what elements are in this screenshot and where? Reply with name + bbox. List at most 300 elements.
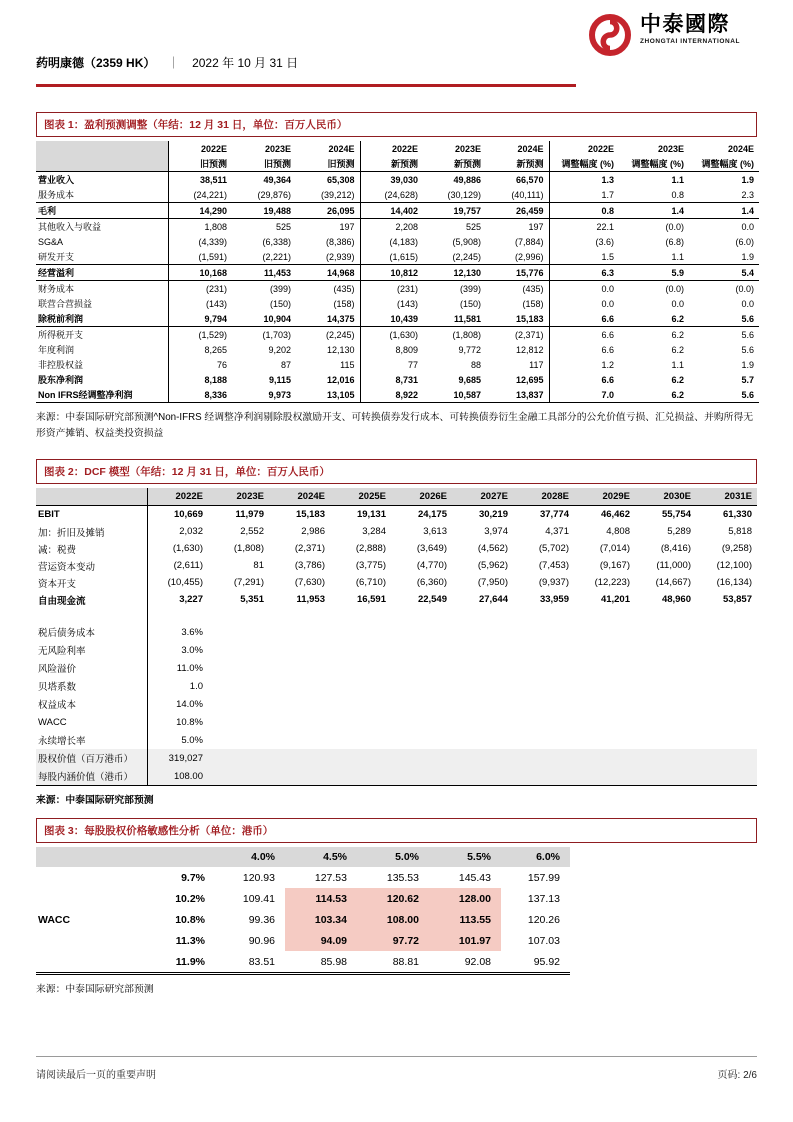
- col-subheader: 调整幅度 (%): [619, 156, 689, 172]
- cell-value: 5,351: [240, 594, 264, 605]
- cell-value: 0.0: [601, 298, 614, 309]
- cell-value: (143): [205, 298, 227, 309]
- cell-value: (14,667): [655, 577, 691, 588]
- cell-value: 1.9: [741, 359, 754, 370]
- cell-value: (7,630): [294, 577, 325, 588]
- cell-value: (158): [486, 296, 549, 311]
- figure2-block: [36, 459, 757, 809]
- col-year: 2024E: [727, 143, 754, 154]
- cell-value: 8,188: [204, 374, 227, 385]
- cell-value: 46,462: [600, 509, 630, 520]
- row-label: 自由现金流: [36, 591, 147, 608]
- figure2-source: 来源：中泰国际研究部预测: [36, 795, 154, 806]
- cell-value: 12,130: [423, 265, 486, 281]
- table-row: [36, 296, 759, 311]
- cell-value: 2,552: [240, 526, 264, 537]
- cell-value: 3,613: [423, 526, 447, 537]
- cell-value: (3,775): [355, 560, 386, 571]
- cell-value: (12,100): [716, 560, 752, 571]
- cell-value: 6.2: [671, 329, 684, 340]
- cell-value: 77: [407, 359, 418, 370]
- corner-cell: [36, 141, 168, 172]
- cell-value: 3,974: [484, 526, 508, 537]
- cell-value: 15,183: [295, 509, 325, 520]
- cell-value: 8,809: [395, 344, 418, 355]
- cell-value: 12,016: [296, 372, 360, 387]
- footer-disclaimer: 请阅读最后一页的重要声明: [36, 1070, 156, 1081]
- figure2-title: 图表 2：DCF 模型（年结：12 月 31 日，单位：百万人民币）: [36, 459, 757, 484]
- figure3-block: [36, 818, 757, 998]
- logo-name-en: ZHONGTAI INTERNATIONAL: [640, 38, 740, 46]
- cell-value: (399): [269, 283, 291, 294]
- cell-value: 103.34: [285, 909, 357, 930]
- cell-value: 0.0: [671, 298, 684, 309]
- cell-value: (24,221): [168, 187, 232, 203]
- table-row: [36, 591, 757, 608]
- cell-value: 9,973: [232, 387, 296, 403]
- header-rule: [36, 84, 576, 87]
- cell-value: 87: [280, 359, 291, 370]
- assumption-row: [36, 749, 757, 767]
- cell-value: 117: [486, 357, 549, 372]
- cell-value: (6.8): [665, 236, 684, 247]
- assumption-value: 10.8%: [176, 716, 203, 728]
- cell-value: (150): [269, 298, 291, 309]
- cell-value: (9,167): [599, 560, 630, 571]
- cell-value: 9,202: [268, 344, 291, 355]
- cell-value: (11,000): [656, 560, 691, 571]
- assumption-row: [36, 695, 757, 713]
- cell-value: 11,953: [296, 594, 325, 605]
- filler-cell: [208, 713, 757, 731]
- cell-value: 1.2: [601, 359, 614, 370]
- table-row: [36, 387, 759, 403]
- spacer-row: [36, 608, 757, 623]
- cell-value: 26,459: [486, 203, 549, 219]
- filler-cell: [208, 749, 757, 767]
- cell-value: 109.41: [242, 892, 275, 905]
- cell-value: 6.3: [549, 265, 619, 281]
- cell-value: (4,562): [477, 543, 508, 554]
- zhongtai-logo-icon: [588, 13, 632, 62]
- cell-value: 9,794: [168, 311, 232, 327]
- row-label: 经营溢利: [36, 265, 168, 281]
- report-date: 2022 年 10 月 31 日: [192, 56, 299, 70]
- cell-value: (7,453): [538, 560, 569, 571]
- cell-value: 14,968: [296, 265, 360, 281]
- row-label: 股东净利润: [36, 372, 168, 387]
- table3-header: [36, 847, 570, 867]
- cell-value: (399): [459, 283, 481, 294]
- table-row: [36, 187, 759, 203]
- cell-value: (2,371): [486, 327, 549, 343]
- spacer-cell: [147, 608, 757, 623]
- cell-value: 137.13: [527, 892, 560, 905]
- table-row: [36, 574, 757, 591]
- cell-value: (0.0): [735, 283, 754, 294]
- cell-value: 4,371: [545, 526, 569, 537]
- row-label: Non IFRS经调整净利润: [36, 387, 168, 403]
- cell-value: 6.6: [601, 329, 614, 340]
- cell-value: 12,812: [486, 342, 549, 357]
- assumption-label: 权益成本: [36, 695, 147, 713]
- company-logo: [588, 13, 740, 62]
- cell-value: (231): [396, 283, 418, 294]
- cell-value: (1,808): [452, 329, 481, 340]
- cell-value: 1.4: [689, 203, 759, 219]
- cell-value: (2,611): [173, 560, 203, 571]
- assumption-label: 风险溢价: [36, 659, 147, 677]
- cell-value: 1.3: [601, 174, 614, 185]
- cell-value: (12,223): [594, 577, 630, 588]
- assumption-value: 14.0%: [176, 698, 203, 710]
- cell-value: (4,339): [198, 236, 227, 247]
- logo-name-cn: 中泰國際: [640, 12, 730, 36]
- cell-value: 1.1: [671, 359, 684, 370]
- cell-value: (8,416): [660, 543, 691, 554]
- assumption-label: 每股内涵价值（港币）: [36, 767, 147, 786]
- cell-value: 5.6: [689, 311, 759, 327]
- col-subheader: 旧预测: [296, 156, 360, 172]
- cell-value: (143): [396, 298, 418, 309]
- table-row: [36, 281, 759, 297]
- cell-value: (1,630): [172, 543, 203, 554]
- cell-value: 6.6: [601, 374, 614, 385]
- cell-value: (3.6): [595, 236, 614, 247]
- cell-value: (4,183): [389, 236, 418, 247]
- cell-value: 8,731: [395, 374, 418, 385]
- cell-value: 76: [216, 359, 227, 370]
- cell-value: 24,175: [417, 509, 447, 520]
- assumption-value: 11.0%: [176, 662, 203, 674]
- cell-value: 0.0: [741, 298, 754, 309]
- cell-value: 19,131: [356, 509, 386, 520]
- table3-body: [36, 867, 570, 974]
- cell-value: (158): [296, 296, 360, 311]
- cell-value: (7,884): [486, 234, 549, 249]
- cell-value: 2,986: [301, 526, 325, 537]
- col-year: 2029E: [574, 488, 635, 506]
- cell-value: 6.2: [671, 344, 684, 355]
- col-year: 2024E: [486, 141, 549, 156]
- assumption-label: 永续增长率: [36, 731, 147, 749]
- col-subheader: 新预测: [486, 156, 549, 172]
- cell-value: 114.53: [285, 888, 357, 909]
- cell-value: 19,757: [423, 203, 486, 219]
- assumption-value: 5.0%: [181, 734, 203, 746]
- cell-value: 5.6: [689, 387, 759, 403]
- cell-value: 120.62: [357, 888, 429, 909]
- cell-value: 49,364: [263, 174, 291, 185]
- cell-value: 97.72: [357, 930, 429, 951]
- cell-value: (6,710): [355, 577, 386, 588]
- table-row: [36, 342, 759, 357]
- report-header: [36, 54, 298, 71]
- table-row: [36, 219, 759, 235]
- table1-body: [36, 172, 759, 403]
- filler-cell: [208, 641, 757, 659]
- table-row: [36, 172, 759, 188]
- sensitivity-row: [36, 930, 570, 951]
- col-subheader: 调整幅度 (%): [549, 156, 619, 172]
- cell-value: (24,628): [360, 187, 423, 203]
- col-year: 2023E: [454, 143, 481, 154]
- cell-value: 61,330: [722, 509, 752, 520]
- earnings-forecast-table: [36, 141, 759, 403]
- cell-value: 90.96: [248, 934, 275, 947]
- cell-value: (5,908): [452, 236, 481, 247]
- cell-value: 22.1: [596, 221, 614, 232]
- cell-value: (9,937): [538, 577, 569, 588]
- cell-value: 6.2: [619, 311, 689, 327]
- col-year: 2023E: [657, 143, 684, 154]
- cell-value: 120.93: [242, 871, 275, 884]
- cell-value: 127.53: [314, 871, 347, 884]
- wacc-value: 11.9%: [98, 951, 213, 974]
- cell-value: 3,227: [179, 594, 203, 605]
- cell-value: (6.0): [735, 236, 754, 247]
- cell-value: (150): [459, 298, 481, 309]
- assumption-value: 108.00: [147, 767, 208, 786]
- cell-value: 3,284: [362, 526, 386, 537]
- table-row: [36, 372, 759, 387]
- cell-value: 85.98: [285, 951, 357, 974]
- table-row: [36, 234, 759, 249]
- cell-value: 6.2: [619, 387, 689, 403]
- sensitivity-row: [36, 909, 570, 930]
- cell-value: 115: [296, 357, 360, 372]
- assumption-value: 3.0%: [181, 644, 203, 656]
- table-row: [36, 203, 759, 219]
- assumption-label: WACC: [36, 713, 147, 731]
- row-label: 营运资本变动: [36, 557, 147, 574]
- cell-value: 4,808: [606, 526, 630, 537]
- assumption-value: 1.0: [189, 680, 203, 692]
- col-subheader: 旧预测: [232, 156, 296, 172]
- cell-value: 128.00: [429, 888, 501, 909]
- assumption-row: [36, 767, 757, 786]
- cell-value: (30,129): [423, 187, 486, 203]
- cell-value: (29,876): [232, 187, 296, 203]
- cell-value: 11,453: [232, 265, 296, 281]
- cell-value: (9,258): [721, 543, 752, 554]
- cell-value: 14,402: [360, 203, 423, 219]
- assumption-row: [36, 659, 757, 677]
- cell-value: (2,221): [232, 249, 296, 265]
- col-year: 2025E: [330, 488, 391, 506]
- cell-value: 9,772: [458, 344, 481, 355]
- table2-header: [36, 488, 757, 506]
- col-year: 2024E: [296, 141, 360, 156]
- cell-value: 2.3: [689, 187, 759, 203]
- cell-value: (3,649): [416, 543, 447, 554]
- figure1-title: 图表 1：盈利预测调整（年结：12 月 31 日，单位：百万人民币）: [36, 112, 757, 137]
- cell-value: (10,455): [167, 577, 203, 588]
- cell-value: 92.08: [429, 951, 501, 974]
- cell-value: 0.8: [619, 187, 689, 203]
- col-year: 2022E: [200, 143, 227, 154]
- cell-value: (2,996): [486, 249, 549, 265]
- filler-cell: [208, 767, 757, 786]
- col-growth-rate: 4.5%: [285, 847, 357, 867]
- cell-value: 1,808: [204, 221, 227, 232]
- cell-value: 0.8: [549, 203, 619, 219]
- cell-value: 5.6: [741, 344, 754, 355]
- col-subheader: 旧预测: [168, 156, 232, 172]
- cell-value: (2,888): [355, 543, 386, 554]
- filler-cell: [208, 623, 757, 641]
- col-year: 2026E: [391, 488, 452, 506]
- cell-value: 1.9: [741, 174, 754, 185]
- sensitivity-table: [36, 847, 570, 975]
- cell-value: 15,776: [486, 265, 549, 281]
- stock-title: 药明康德（2359 HK）: [36, 56, 156, 70]
- col-growth-rate: 4.0%: [213, 847, 285, 867]
- cell-value: (1,808): [233, 543, 264, 554]
- cell-value: 65,308: [296, 172, 360, 188]
- cell-value: 13,837: [486, 387, 549, 403]
- wacc-value: 10.8%: [175, 913, 205, 926]
- header-separator: ｜: [167, 56, 180, 70]
- wacc-value: 9.7%: [181, 871, 205, 884]
- cell-value: 99.36: [248, 913, 275, 926]
- assumption-row: [36, 677, 757, 695]
- row-label: 所得税开支: [36, 327, 168, 343]
- cell-value: 6.6: [549, 311, 619, 327]
- cell-value: 12,130: [296, 342, 360, 357]
- cell-value: 11,581: [423, 311, 486, 327]
- row-label: 除税前利润: [36, 311, 168, 327]
- cell-value: 94.09: [285, 930, 357, 951]
- wacc-value: 11.3%: [175, 934, 205, 947]
- col-growth-rate: 5.0%: [357, 847, 429, 867]
- cell-value: 6.2: [671, 374, 684, 385]
- assumption-label: 股权价值（百万港币）: [36, 749, 147, 767]
- cell-value: (2,939): [296, 249, 360, 265]
- table-row: [36, 327, 759, 343]
- table3-header-row: [36, 847, 570, 867]
- dcf-model-table: [36, 488, 757, 786]
- cell-value: 6.6: [601, 344, 614, 355]
- cell-value: 113.55: [429, 909, 501, 930]
- cell-value: 525: [465, 221, 481, 232]
- cell-value: (40,111): [486, 187, 549, 203]
- cell-value: 15,183: [486, 311, 549, 327]
- sensitivity-row: [36, 951, 570, 974]
- cell-value: (1,591): [168, 249, 232, 265]
- col-growth-rate: 5.5%: [429, 847, 501, 867]
- col-year: 2022E: [587, 143, 614, 154]
- cell-value: (435): [296, 281, 360, 297]
- cell-value: 10,669: [173, 509, 203, 520]
- row-label: 加：折旧及摊销: [36, 523, 147, 540]
- spacer-cell: [36, 608, 147, 623]
- cell-value: 53,857: [722, 594, 752, 605]
- col-year: 2031E: [696, 488, 757, 506]
- cell-value: (2,245): [296, 327, 360, 343]
- cell-value: (8,386): [296, 234, 360, 249]
- cell-value: 197: [296, 219, 360, 235]
- cell-value: 27,644: [478, 594, 508, 605]
- cell-value: 33,959: [539, 594, 569, 605]
- cell-value: 48,960: [661, 594, 691, 605]
- cell-value: 0.0: [601, 283, 614, 294]
- cell-value: 88.81: [357, 951, 429, 974]
- cell-value: 0.0: [741, 221, 754, 232]
- cell-value: (6,338): [262, 236, 291, 247]
- cell-value: 95.92: [501, 951, 570, 974]
- sensitivity-row: [36, 888, 570, 909]
- table-row: [36, 540, 757, 557]
- row-label: 研发开支: [36, 249, 168, 265]
- cell-value: 38,511: [199, 174, 227, 185]
- cell-value: 7.0: [549, 387, 619, 403]
- col-year: 2022E: [147, 488, 208, 506]
- cell-value: 66,570: [486, 172, 549, 188]
- cell-value: (16,134): [716, 577, 752, 588]
- cell-value: (4,770): [416, 560, 447, 571]
- axis-label: WACC: [36, 867, 98, 974]
- cell-value: 83.51: [213, 951, 285, 974]
- cell-value: 14,290: [168, 203, 232, 219]
- cell-value: 8,922: [360, 387, 423, 403]
- cell-value: 26,095: [296, 203, 360, 219]
- table2-body: [36, 506, 757, 786]
- row-label: 非控股权益: [36, 357, 168, 372]
- assumption-row: [36, 713, 757, 731]
- col-year: 2023E: [208, 488, 269, 506]
- cell-value: 1.1: [671, 174, 684, 185]
- cell-value: (2,371): [294, 543, 325, 554]
- cell-value: 41,201: [600, 594, 630, 605]
- cell-value: (0.0): [665, 221, 684, 232]
- table-row: [36, 506, 757, 524]
- corner-cell: [36, 488, 147, 506]
- col-subheader: 调整幅度 (%): [689, 156, 759, 172]
- cell-value: 107.03: [527, 934, 560, 947]
- row-label: 其他收入与收益: [36, 219, 168, 235]
- cell-value: (231): [205, 283, 227, 294]
- table-row: [36, 357, 759, 372]
- cell-value: (1,615): [360, 249, 423, 265]
- cell-value: 157.99: [527, 871, 560, 884]
- row-label: 财务成本: [36, 281, 168, 297]
- cell-value: 5.9: [619, 265, 689, 281]
- row-label: 服务成本: [36, 187, 168, 203]
- cell-value: (3,786): [294, 560, 325, 571]
- cell-value: 101.97: [429, 930, 501, 951]
- cell-value: 197: [486, 219, 549, 235]
- cell-value: (1,703): [262, 329, 291, 340]
- table-row: [36, 523, 757, 540]
- assumption-value: 3.6%: [181, 626, 203, 638]
- cell-value: (39,212): [296, 187, 360, 203]
- col-growth-rate: 6.0%: [501, 847, 570, 867]
- cell-value: 14,375: [296, 311, 360, 327]
- cell-value: 19,488: [232, 203, 296, 219]
- sensitivity-row: [36, 867, 570, 888]
- cell-value: 81: [253, 560, 264, 571]
- cell-value: (5,702): [538, 543, 569, 554]
- cell-value: 10,904: [232, 311, 296, 327]
- cell-value: 37,774: [539, 509, 569, 520]
- cell-value: 1.7: [549, 187, 619, 203]
- row-label: 营业收入: [36, 172, 168, 188]
- assumption-value: 319,027: [147, 749, 208, 767]
- cell-value: 8,265: [204, 344, 227, 355]
- col-year: 2028E: [513, 488, 574, 506]
- cell-value: (7,014): [599, 543, 630, 554]
